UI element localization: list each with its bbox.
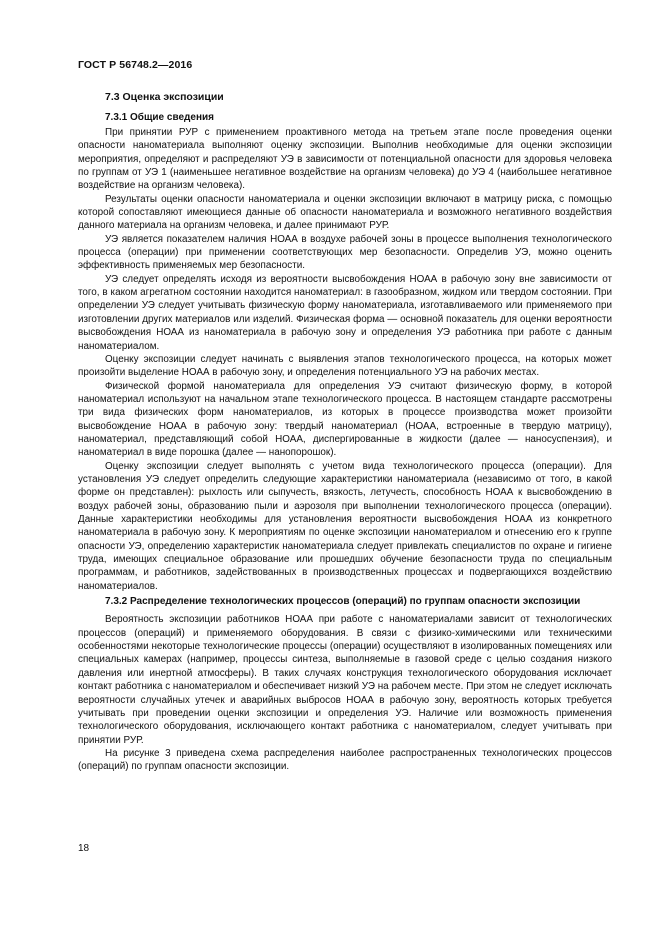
page-number: 18 bbox=[78, 843, 90, 854]
paragraph: УЭ является показателем наличия НОАА в воздухе рабочей зоны в процессе выполнения технологического процесса (операции) при применении соответствующих мер безопасности. Определив УЭ, можно оценить эффективность применяемых мер безопасности. bbox=[78, 233, 612, 272]
paragraph: При принятии РУР с применением проактивного метода на третьем этапе после проведения оценки опасности наноматериала выполняют оценку экспозиции. Выполнив необходимые для оценки экспозиции мероприятия, определяют и распределяют УЭ в зависимости от потенциальной опасности для здоровья человека по группам от УЭ 1 (наименьшее негативное воздействие на организм человека) до УЭ 4 (наибольшее негативное воздействие на организм человека). bbox=[78, 127, 612, 192]
subsection-heading-general: 7.3.1 Общие сведения bbox=[105, 112, 214, 123]
document-body bbox=[78, 91, 612, 774]
paragraph: УЭ следует определять исходя из вероятности высвобождения НОАА в рабочую зону вне зависимости от того, в каком агрегатном состоянии находится наноматериал: в газообразном, жидком или твердом состоянии. При определении УЭ следует учитывать физическую форму наноматериала, изготавливаемого или применяемого при изготовлении других материалов или изделий. Физическая форма — основной показатель для оценки вероятности высвобождения НОАА из наноматериала в рабочую зону и определения УЭ работника при работе с данным наноматериалом. bbox=[78, 273, 612, 352]
paragraph: Вероятность экспозиции работников НОАА при работе с наноматериалами зависит от технологических процессов (операций) и применяемого оборудования. В связи с физико-химическими или техническими особенностями некоторые технологические процессы (операции) осуществляют в изолированных помещениях или специальных камерах (например, процессы синтеза, выполняемые в газовой среде с целью создания низкого давления или инертной атмосферы). В таких случаях конструкция технологического оборудования исключает контакт работника с наноматериалом и обеспечивает низкий УЭ на рабочем месте. При этом не следует исключать вероятности случайных утечек и аварийных выбросов НОАА в рабочую зону, вероятность которых требуется учитывать при проведении оценки экспозиции и определения УЭ. Наличие или возможность применения технологического оборудования, исключающего контакт работника с наноматериалом, следует учитывать при принятии РУР. bbox=[78, 614, 612, 746]
paragraph: Оценку экспозиции следует выполнять с учетом вида технологического процесса (операции). Для установления УЭ следует определить следующие характеристики наноматериала (независимо от того, в какой форме он представлен): рыхлость или сыпучесть, вязкость, летучесть, способность НОАА к высвобождению в воздух рабочей зоны, образованию пыли и аэрозоля при выполнении технологического процесса (операции). Данные характеристики необходимы для установления вероятности высвобождения НОАА из конкретного наноматериала в рабочую зону. К мероприятиям по оценке экспозиции наноматериалом и отнесению его к группе опасности УЭ, определению характеристик наноматериала следует привлекать специалистов по охране и гигиене труда, имеющих специальное образование или прошедших обучение безопасности труда по специальным программам, и работников, задействованных в производственных процессах и подвергающихся воздействию наноматериалов. bbox=[78, 460, 612, 592]
section-heading: 7.3 Оценка экспозиции bbox=[105, 91, 224, 103]
paragraph: Оценку экспозиции следует начинать с выявления этапов технологического процесса, на которых может произойти выделение НОАА в рабочую зону, и определения потенциального УЭ на рабочих местах. bbox=[78, 353, 612, 379]
paragraph: Результаты оценки опасности наноматериала и оценки экспозиции включают в матрицу риска, с помощью которой сопоставляют имеющиеся данные об опасности наноматериала и возможного негативного воздействия данного материала на организм человека, и далее принимают РУР. bbox=[78, 193, 612, 232]
standard-header: ГОСТ Р 56748.2—2016 bbox=[78, 59, 193, 71]
paragraph: Физической формой наноматериала для определения УЭ считают физическую форму, в которой наноматериал используют на начальном этапе технологического процесса. В настоящем стандарте рассмотрены три вида физических форм наноматериалов, из которых в процессе производства может произойти высвобождение НОАА в рабочую зону: твердый наноматериал (НОАА, встроенные в твердую матрицу), наноматериал, представляющий собой НОАА, диспергированные в жидкости (далее — наносуспензия), и наноматериал в виде порошка (далее — нанопорошок). bbox=[78, 380, 612, 459]
paragraph: На рисунке 3 приведена схема распределения наиболее распространенных технологических процессов (операций) по группам опасности экспозиции. bbox=[78, 747, 612, 773]
subsection-heading-distribution: 7.3.2 Распределение технологических процессов (операций) по группам опасности экспозиции bbox=[105, 596, 581, 608]
